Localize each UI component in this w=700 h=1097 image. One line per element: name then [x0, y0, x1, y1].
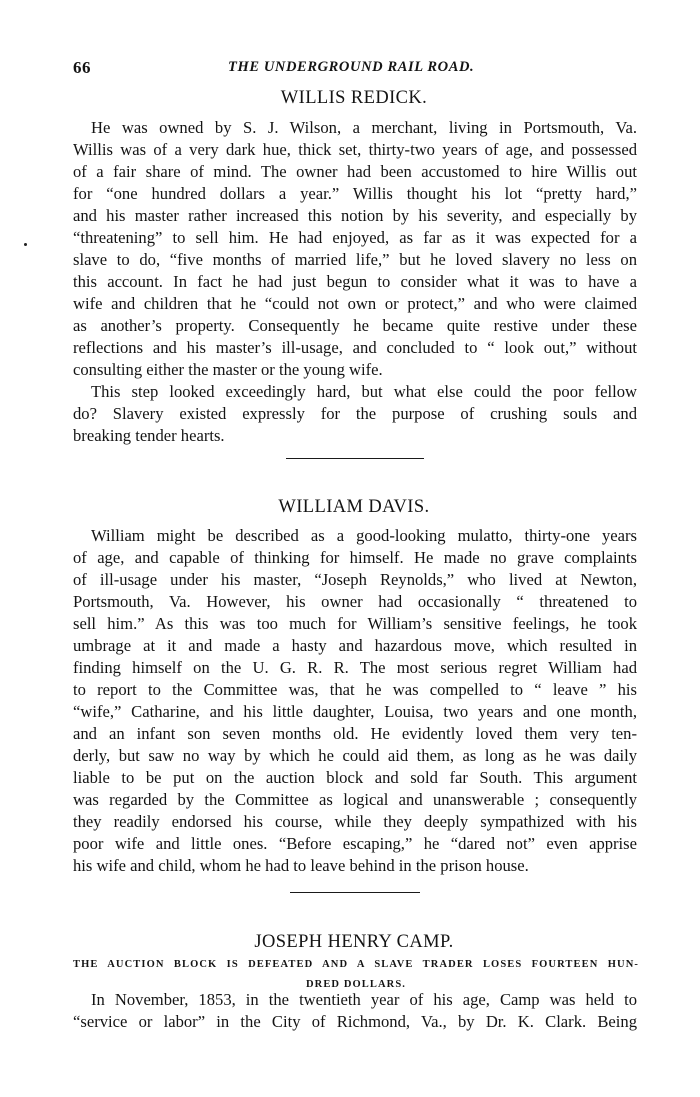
text-line: “wife,” Catharine, and his little daughter, Louisa, two years and one month, [73, 702, 637, 721]
text-line: derly, but saw no way by which he could aid them, as long as he was daily [73, 746, 637, 765]
text-line: as another’s property. Consequently he became quite restive under these [73, 316, 637, 335]
text-line: reflections and his master’s ill-usage, and concluded to “ look out,” without [73, 338, 637, 357]
text-line: and his master rather increased this notion by his severity, and especially by [73, 206, 637, 225]
text-line: sell him.” As this was too much for William’s sensitive feelings, he took [73, 614, 637, 633]
text-line: umbrage at it and made a hasty and hazardous move, which resulted in [73, 636, 637, 655]
text-line: of ill-usage under his master, “Joseph Reynolds,” who lived at Newton, [73, 570, 637, 589]
section-title-willis-redick: WILLIS REDICK. [280, 88, 428, 108]
section-divider [286, 458, 424, 459]
text-line: to report to the Committee was, that he was compelled to “ leave ” his [73, 680, 637, 699]
section-title-william-davis: WILLIAM DAVIS. [278, 497, 430, 517]
text-line: poor wife and little ones. “Before escaping,” he “dared not” even apprise [73, 834, 637, 853]
text-line: finding himself on the U. G. R. R. The most serious regret William had [73, 658, 637, 677]
text-line: “service or labor” in the City of Richmond, Va., by Dr. K. Clark. Being [73, 1012, 637, 1031]
section-body-willis-redick [73, 117, 637, 447]
book-title: THE UNDERGROUND RAIL ROAD. [228, 59, 475, 75]
section-body-william-davis [73, 525, 637, 877]
page-number: 66 [73, 58, 91, 77]
text-line: slave to do, “five months of married life,” but he loved slavery no less on [73, 250, 637, 269]
text-line: liable to be put on the auction block and sold far South. This argument [73, 768, 637, 787]
text-line: was regarded by the Committee as logical and unanswerable ; consequently [73, 790, 637, 809]
paragraph [73, 525, 637, 877]
text-line: This step looked exceedingly hard, but what else could the poor fellow [91, 382, 637, 401]
text-line: this account. In fact he had just begun to consider what it was to have a [73, 272, 637, 291]
text-line: of a fair share of mind. The owner had been accustomed to hire Willis out [73, 162, 637, 181]
text-line: wife and children that he “could not own or protect,” and who were claimed [73, 294, 637, 313]
subtitle-line: THE AUCTION BLOCK IS DEFEATED AND A SLAVE TRADER LOSES FOURTEEN HUN- [73, 959, 639, 970]
section-divider [290, 892, 420, 893]
paragraph [73, 117, 637, 381]
running-head [73, 58, 638, 82]
text-line: He was owned by S. J. Wilson, a merchant, living in Portsmouth, Va. [91, 118, 637, 137]
text-line: “threatening” to sell him. He had enjoyed, as far as it was expected for a [73, 228, 637, 247]
text-line: Portsmouth, Va. However, his owner had occasionally “ threatened to [73, 592, 637, 611]
scan-artifact-dot [24, 243, 27, 246]
text-line: In November, 1853, in the twentieth year of his age, Camp was held to [91, 990, 637, 1009]
text-line: of age, and capable of thinking for himself. He made no grave complaints [73, 548, 637, 567]
section-title-joseph-henry-camp: JOSEPH HENRY CAMP. [254, 932, 454, 952]
paragraph [73, 381, 637, 447]
subtitle-line: DRED DOLLARS. [305, 979, 407, 990]
section-body-joseph-henry-camp [73, 989, 637, 1033]
text-line: do? Slavery existed expressly for the purpose of crushing souls and [73, 404, 637, 423]
text-line: consulting either the master or the young wife. [73, 360, 383, 379]
text-line: breaking tender hearts. [73, 426, 225, 445]
text-line: Willis was of a very dark hue, thick set, thirty-two years of age, and possessed [73, 140, 637, 159]
text-line: his wife and child, whom he had to leave behind in the prison house. [73, 856, 529, 875]
text-line: they readily endorsed his course, while they deeply sympathized with his [73, 812, 637, 831]
text-line: William might be described as a good-looking mulatto, thirty-one years [91, 526, 637, 545]
text-line: for “one hundred dollars a year.” Willis thought his lot “pretty hard,” [73, 184, 637, 203]
paragraph [73, 989, 637, 1033]
text-line: and an infant son seven months old. He evidently loved them very ten- [73, 724, 637, 743]
